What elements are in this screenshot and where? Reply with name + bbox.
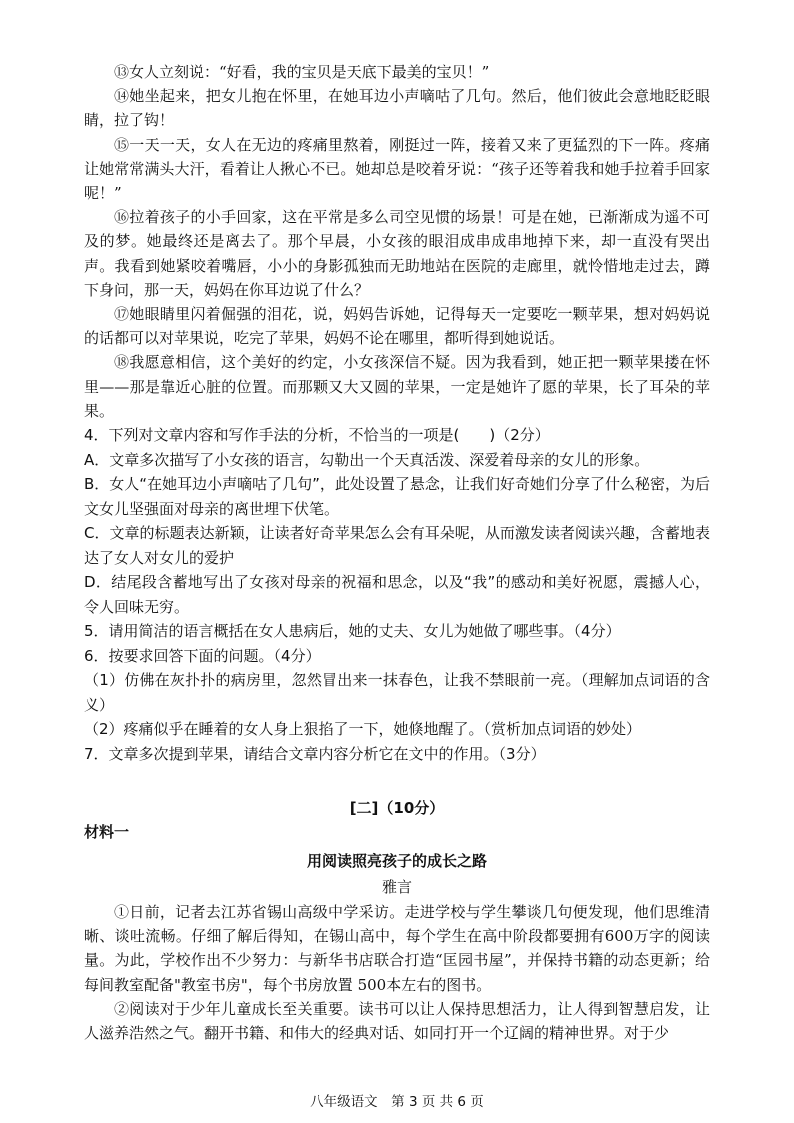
article-author: 雅言 xyxy=(381,878,412,897)
question-4-option-a: A．文章多次描写了小女孩的语言，勾勒出一个天真活泼、深爱着母亲的女儿的形象。 xyxy=(84,450,650,469)
question-6-sub-1: （1）仿佛在灰扑扑的病房里，忽然冒出来一抹春色，让我不禁眼前一亮。（理解加点词语的含义） xyxy=(84,671,710,714)
article-title: 用阅读照亮孩子的成长之路 xyxy=(306,852,487,871)
question-6: 6．按要求回答下面的问题。（4分） xyxy=(84,646,321,665)
question-4-option-c: C．文章的标题表达新颖，让读者好奇苹果怎么会有耳朵呢，从而激发读者阅读兴趣，含蓄地表达了女人对女儿的爱护 xyxy=(84,524,710,567)
question-4-option-d: D．结尾段含蓄地写出了女孩对母亲的祝福和思念，以及“我”的感动和美好祝愿，震撼人心，令人回味无穷。 xyxy=(84,573,710,616)
question-5: 5．请用简洁的语言概括在女人患病后，她的丈夫、女儿为她做了哪些事。（4分） xyxy=(84,622,621,641)
story-paragraph-13: ⑬女人立刻说：“好看，我的宝贝是天底下最美的宝贝！” xyxy=(114,63,490,81)
question-6-sub-2: （2）疼痛似乎在睡着的女人身上狠掐了一下，她倏地醒了。（赏析加点词语的妙处） xyxy=(84,720,642,739)
material-label: 材料一 xyxy=(84,823,130,842)
story-paragraph-15: ⑮一天一天，女人在无边的疼痛里熬着，刚挺过一阵，接着又来了更猛烈的下一阵。疼痛让她常常满头大汗，看着让人揪心不已。她却总是咬着牙说：“孩子还等着我和她手拉着手回家呢！” xyxy=(84,135,710,203)
question-7: 7．文章多次提到苹果，请结合文章内容分析它在文中的作用。（3分） xyxy=(84,744,546,763)
story-paragraph-16: ⑯拉着孩子的小手回家，这在平常是多么司空见惯的场景！可是在她，已渐渐成为遥不可及的梦。她最终还是离去了。那个早晨，小女孩的眼泪成串成串地掉下来，却一直没有哭出声。我看到她紧咬着嘴唇，小小的身影孤独而无助地站在医院的走廊里，就怜惜地走过去，蹲下身问，那一天，妈妈在你耳边说了什么？ xyxy=(84,208,710,299)
story-section xyxy=(84,60,710,423)
article-paragraph-2: ②阅读对于少年儿童成长至关重要。读书可以让人保持思想活力，让人得到智慧启发，让人滋养浩然之气。翻开书籍、和伟大的经典对话、如同打开一个辽阔的精神世界。对于少 xyxy=(84,999,710,1043)
questions-section xyxy=(84,423,710,766)
page-footer: 八年级语文 第 3 页 共 6 页 xyxy=(310,1094,484,1110)
section-heading: [二]（10分） xyxy=(349,799,445,818)
question-4-option-b: B．女人“在她耳边小声嘀咕了几句”，此处设置了悬念，让我们好奇她们分享了什么秘密，为后文女儿坚强面对母亲的离世埋下伏笔。 xyxy=(84,475,710,518)
story-paragraph-18: ⑱我愿意相信，这个美好的约定，小女孩深信不疑。因为我看到，她正把一颗苹果搂在怀里——那是靠近心脏的位置。而那颗又大又圆的苹果，一定是她许了愿的苹果，长了耳朵的苹果。 xyxy=(84,353,710,420)
article-paragraph-1: ①日前，记者去江苏省锡山高级中学采访。走进学校与学生攀谈几句便发现，他们思维清晰、谈吐流畅。仔细了解后得知，在锡山高中，每个学生在高中阶段都要拥有600万字的阅读量。为此，学校作出不少努力：与新华书店联合打造“匡园书屋”，并保持书籍的动态更新；给每间教室配备"教室书房"，每个书房放置 500本左右的图书。 xyxy=(84,903,710,994)
story-paragraph-14: ⑭她坐起来，把女儿抱在怀里，在她耳边小声嘀咕了几句。然后，他们彼此会意地眨眨眼睛，拉了钩！ xyxy=(84,87,710,130)
question-4: 4．下列对文章内容和写作手法的分析，不恰当的一项是( )（2分） xyxy=(84,426,550,445)
story-paragraph-17: ⑰她眼睛里闪着倔强的泪花，说，妈妈告诉她，记得每天一定要吃一颗苹果，想对妈妈说的话都可以对苹果说，吃完了苹果，妈妈不论在哪里，都听得到她说话。 xyxy=(84,305,710,348)
reading-section-2 xyxy=(84,796,710,1045)
